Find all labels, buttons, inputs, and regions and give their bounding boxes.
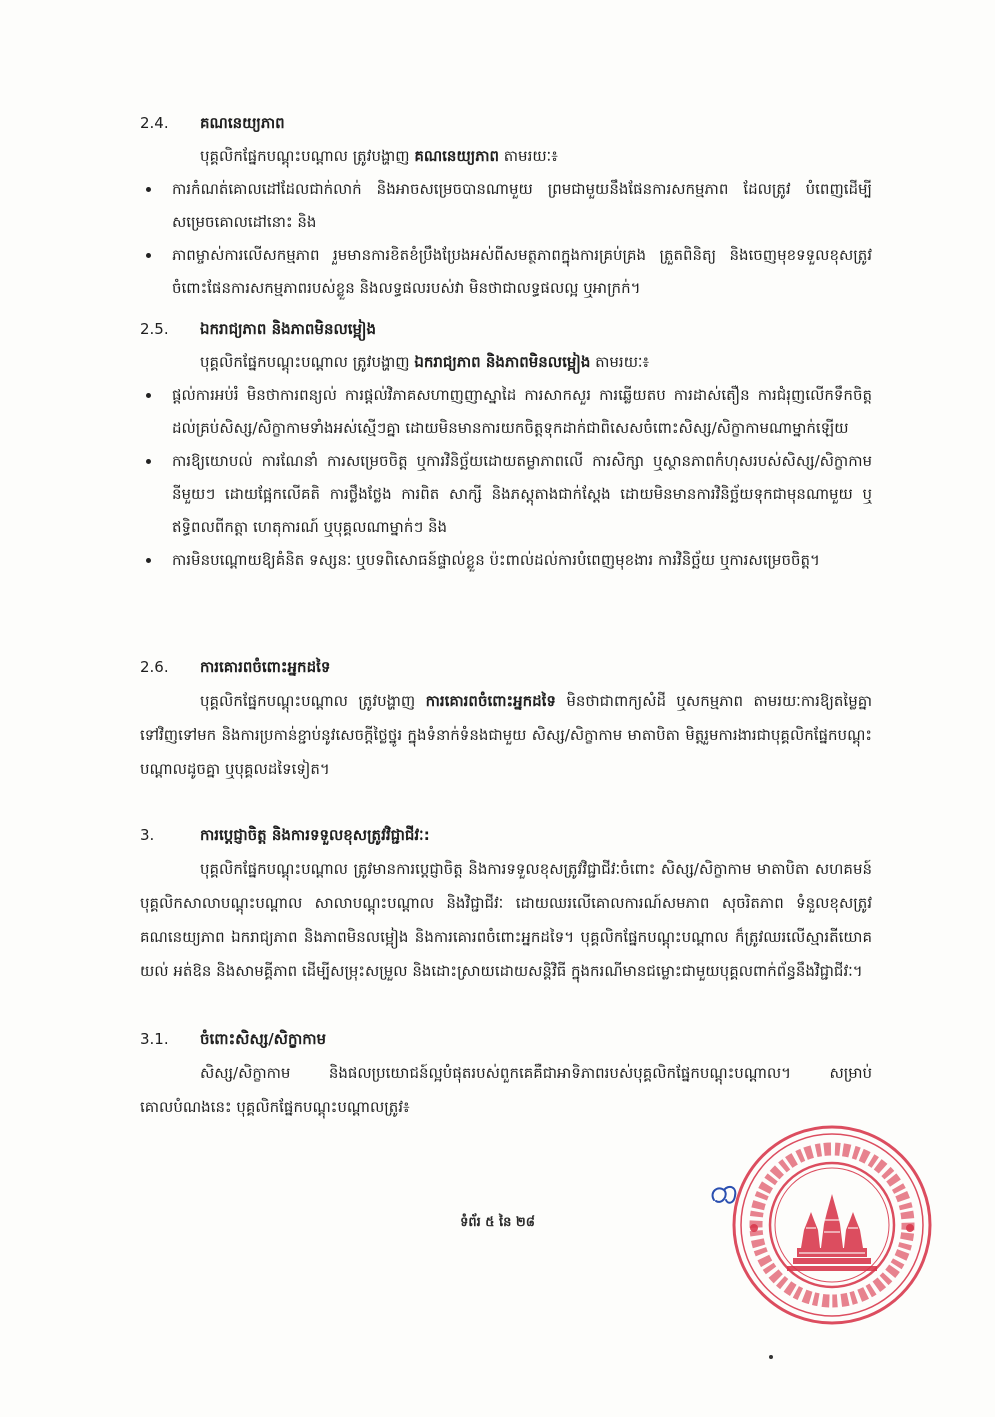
section-title: ឯករាជ្យភាព និងភាពមិនលម្អៀង (200, 320, 377, 338)
list-item-text: ការមិនបណ្តោយឱ្យគំនិត ទស្សនៈ ឬបទពិសោធន៍ផ្ទាល់ខ្លួន ប៉ះពាល់ដល់ការបំពេញមុខងារ ការវិនិច្ឆ័យ ឬការសម្រេចចិត្ត។ (172, 551, 820, 569)
section-number: 2.6. (140, 658, 169, 676)
list-item (140, 379, 872, 445)
section-2-6 (140, 650, 872, 790)
paragraph-text: បុគ្គលិកផ្នែកបណ្តុះបណ្តាល ត្រូវបង្ហាញ (200, 692, 426, 710)
intro-text-end: តាមរយៈ៖ (590, 353, 650, 371)
section-number: 2.4. (140, 114, 169, 132)
page-number: ទំព័រ ៥ នៃ ២៨ (460, 1215, 535, 1230)
section-number: 3.1. (140, 1030, 169, 1048)
section-heading (140, 818, 872, 852)
bullet-icon (146, 558, 151, 563)
intro-text: បុគ្គលិកផ្នែកបណ្តុះបណ្តាល ត្រូវបង្ហាញ (200, 353, 415, 371)
bullet-icon (146, 393, 151, 398)
section-title: ការប្តេជ្ញាចិត្ត និងការទទួលខុសត្រូវវិជ្ជាជីវៈ: (200, 826, 430, 844)
paragraph-emphasis: ការគោរពចំពោះអ្នកដទៃ (425, 692, 556, 710)
section-intro (140, 346, 872, 379)
section-number: 3. (140, 826, 155, 844)
list-item-text: ការកំណត់គោលដៅដែលជាក់លាក់ និងអាចសម្រេចបានណាមួយ ព្រមជាមួយនឹងផែនការសកម្មភាព ដែលត្រូវ បំពេញដើម្បីសម្រេចគោលដៅនោះ និង (172, 180, 872, 231)
bullet-icon (146, 187, 151, 192)
section-number: 2.5. (140, 320, 169, 338)
section-heading (140, 312, 872, 346)
section-heading (140, 106, 872, 140)
section-title: ការគោរពចំពោះអ្នកដទៃ (200, 658, 331, 676)
intro-emphasis: ឯករាជ្យភាព និងភាពមិនលម្អៀង (414, 353, 591, 371)
list-item-text: ផ្តល់ការអប់រំ មិនថាការពន្យល់ ការផ្តល់វិភាគសហាញញាស្នាដៃ ការសាកសួរ ការឆ្លើយតប ការដាស់តឿន ការជំរុញលើកទឹកចិត្ត ដល់គ្រប់សិស្ស/សិក្ខាកាមទាំងអស់ស្មើៗគ្នា ដោយមិនមានការយកចិត្តទុកដាក់ជាពិសេសចំពោះសិស្ស/សិក្ខាកាមណាម្នាក់ឡើយ (172, 386, 872, 437)
section-paragraph: សិស្ស/សិក្ខាកាម និងផលប្រយោជន៍ល្អបំផុតរបស់ពួកគេគឺជាអាទិភាពរបស់បុគ្គលិកផ្នែកបណ្តុះបណ្តាល។ សម្រាប់គោលបំណងនេះ បុគ្គលិកផ្នែកបណ្តុះបណ្តាលត្រូវ៖ (140, 1064, 872, 1116)
section-intro (140, 140, 872, 173)
list-item (140, 445, 872, 544)
intro-emphasis: គណនេយ្យភាព (414, 147, 499, 165)
bullet-list (140, 379, 872, 577)
handwritten-signature (704, 1176, 744, 1216)
section-heading (140, 1022, 872, 1056)
section-title: ចំពោះសិស្ស/សិក្ខាកាម (200, 1030, 327, 1048)
section-2-5 (140, 312, 872, 648)
angkor-temple-seal-icon (727, 1120, 937, 1330)
section-title: គណនេយ្យភាព (200, 114, 285, 132)
section-paragraph: បុគ្គលិកផ្នែកបណ្តុះបណ្តាល ត្រូវមានការប្តេជ្ញាចិត្ត និងការទទួលខុសត្រូវវិជ្ជាជីវៈចំពោះ សិស្ស/សិក្ខាកាម មាតាបិតា សហគមន៍ បុគ្គលិកសាលាបណ្តុះបណ្តាល សាលាបណ្តុះបណ្តាល និងវិជ្ជាជីវៈ ដោយឈរលើគោលការណ៍សមភាព សុចរិតភាព ទំនួលខុសត្រូវ គណនេយ្យភាព ឯករាជ្យភាព និងភាពមិនលម្អៀង និងការគោរពចំពោះអ្នកដទៃ។ បុគ្គលិកផ្នែកបណ្តុះបណ្តាល ក៏ត្រូវឈរលើស្មារតីយោគយល់ អត់ឱន និងសាមគ្គីភាព ដើម្បីសម្រុះសម្រួល និងដោះស្រាយដោយសន្តិវិធី ក្នុងករណីមានជម្លោះជាមួយបុគ្គលពាក់ព័ន្ធនឹងវិជ្ជាជីវៈ។ (140, 860, 872, 980)
scan-speck (769, 1355, 773, 1359)
bullet-list (140, 173, 872, 305)
section-2-4 (140, 106, 872, 310)
bullet-icon (146, 459, 151, 464)
list-item (140, 173, 872, 239)
section-3-1 (140, 1022, 872, 1128)
section-3 (140, 818, 872, 1020)
list-item (140, 544, 872, 577)
list-item (140, 239, 872, 305)
paragraph-text-end: មិនថាជាពាក្យសំដី ឬសកម្មភាព តាមរយៈការឱ្យតម្លៃគ្នាទៅវិញទៅមក និងការប្រកាន់ខ្ជាប់នូវសេចក្តីថ្លៃថ្នូរ ក្នុងទំនាក់ទំនងជាមួយ សិស្ស/សិក្ខាកាម មាតាបិតា មិត្តរួមការងារជាបុគ្គលិកផ្នែកបណ្តុះបណ្តាលដូចគ្នា ឬបុគ្គលដទៃទៀត។ (140, 692, 872, 778)
bullet-icon (146, 253, 151, 258)
list-item-text: ភាពម្ចាស់ការលើសកម្មភាព រួមមានការខិតខំប្រឹងប្រែងអស់ពីសមត្ថភាពក្នុងការគ្រប់គ្រង ត្រួតពិនិត្យ និងចេញមុខទទួលខុសត្រូវចំពោះផែនការសកម្មភាពរបស់ខ្លួន និងលទ្ធផលរបស់វា មិនថាជាលទ្ធផលល្អ ឬអាក្រក់។ (172, 246, 872, 297)
intro-text-end: តាមរយៈ៖ (499, 147, 558, 165)
intro-text: បុគ្គលិកផ្នែកបណ្តុះបណ្តាល ត្រូវបង្ហាញ (200, 147, 415, 165)
section-paragraph (140, 684, 872, 786)
list-item-text: ការឱ្យយោបល់ ការណែនាំ ការសម្រេចចិត្ត ឬការវិនិច្ឆ័យដោយតម្លាភាពលើ ការសិក្សា ឬស្ថានភាពកំហុសរបស់សិស្ស/សិក្ខាកាមនីមួយៗ ដោយផ្អែកលើគតិ ការថ្លឹងថ្លែង ការពិត សាក្សី និងភស្តុតាងជាក់ស្តែង ដោយមិនមានការវិនិច្ឆ័យទុកជាមុនណាមួយ ឬឥទ្ធិពលពីកត្តា ហេតុការណ៍ ឬបុគ្គលណាម្នាក់ៗ និង (172, 452, 872, 536)
section-heading (140, 650, 872, 684)
